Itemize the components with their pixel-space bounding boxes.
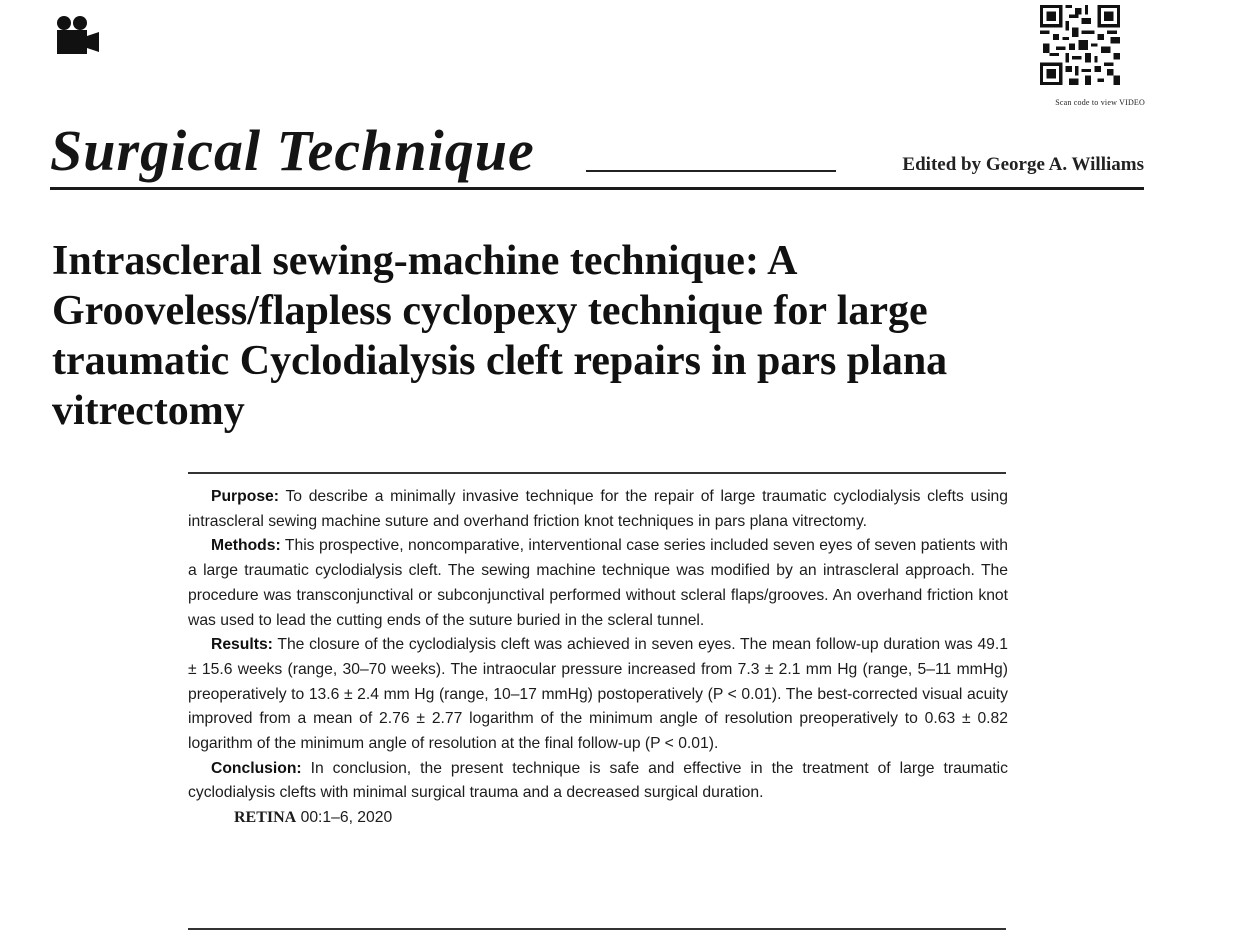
- article-title: Intrascleral sewing-machine technique: A Grooveless/flapless cyclopexy technique for large traumatic Cyclodialysis cleft repairs in pars plana vitrectomy: [52, 238, 948, 434]
- abstract-top-rule: [188, 472, 1006, 474]
- methods-label: Methods:: [211, 537, 281, 555]
- methods-text: This prospective, noncomparative, interventional case series included seven eyes of seven patients with a large traumatic cyclodialysis cleft. The sewing machine technique was modified by an intrascleral approach. The procedure was transconjunctival or subconjunctival performed without scleral flaps/grooves. An overhand friction knot was used to lead the cutting ends of the suture buried in the scleral tunnel.: [188, 537, 1009, 629]
- abstract-results: [188, 633, 1008, 757]
- citation: [188, 806, 1008, 831]
- abstract: [188, 485, 1008, 831]
- qr-caption: Scan code to view VIDEO: [1055, 98, 1145, 107]
- conclusion-text: In conclusion, the present technique is safe and effective in the treatment of large traumatic cyclodialysis clefts with minimal surgical trauma and a decreased surgical duration.: [188, 759, 1009, 802]
- video-camera-icon: [54, 14, 100, 56]
- section-title: Surgical Technique: [50, 118, 535, 183]
- abstract-purpose: [188, 485, 1008, 534]
- citation-details: 00:1–6, 2020: [300, 809, 393, 827]
- purpose-text: To describe a minimally invasive technique for the repair of large traumatic cyclodialysis clefts using intrascleral sewing machine suture and overhand friction knot techniques in pars plana vitrectomy.: [188, 488, 1009, 530]
- abstract-methods: [188, 534, 1008, 633]
- results-label: Results:: [211, 636, 273, 654]
- abstract-conclusion: [188, 757, 1008, 806]
- results-text: The closure of the cyclodialysis cleft was achieved in seven eyes. The mean follow-up duration was 49.1 ± 15.6 weeks (range, 30–70 weeks). The intraocular pressure increased from 7.3 ± 2.1 mm Hg (range, 5–11 mmHg) preoperatively to 13.6 ± 2.4 mm Hg (range, 10–17 mmHg) postoperatively (P < 0.01). The best-corrected visual acuity improved from a mean of 2.76 ± 2.77 logarithm of the minimum angle of resolution preoperatively to 0.63 ± 0.82 logarithm of the minimum angle of resolution at the final follow-up (P < 0.01).: [188, 636, 1008, 753]
- section-header: [50, 118, 1144, 190]
- abstract-bottom-rule: [188, 928, 1006, 930]
- section-divider: [50, 187, 1144, 190]
- section-title-rule: [586, 170, 836, 172]
- purpose-label: Purpose:: [211, 488, 279, 505]
- conclusion-label: Conclusion:: [211, 759, 302, 777]
- section-editor: Edited by George A. Williams: [902, 154, 1144, 175]
- qr-code-icon[interactable]: [1040, 5, 1120, 85]
- citation-journal: RETINA: [234, 809, 297, 827]
